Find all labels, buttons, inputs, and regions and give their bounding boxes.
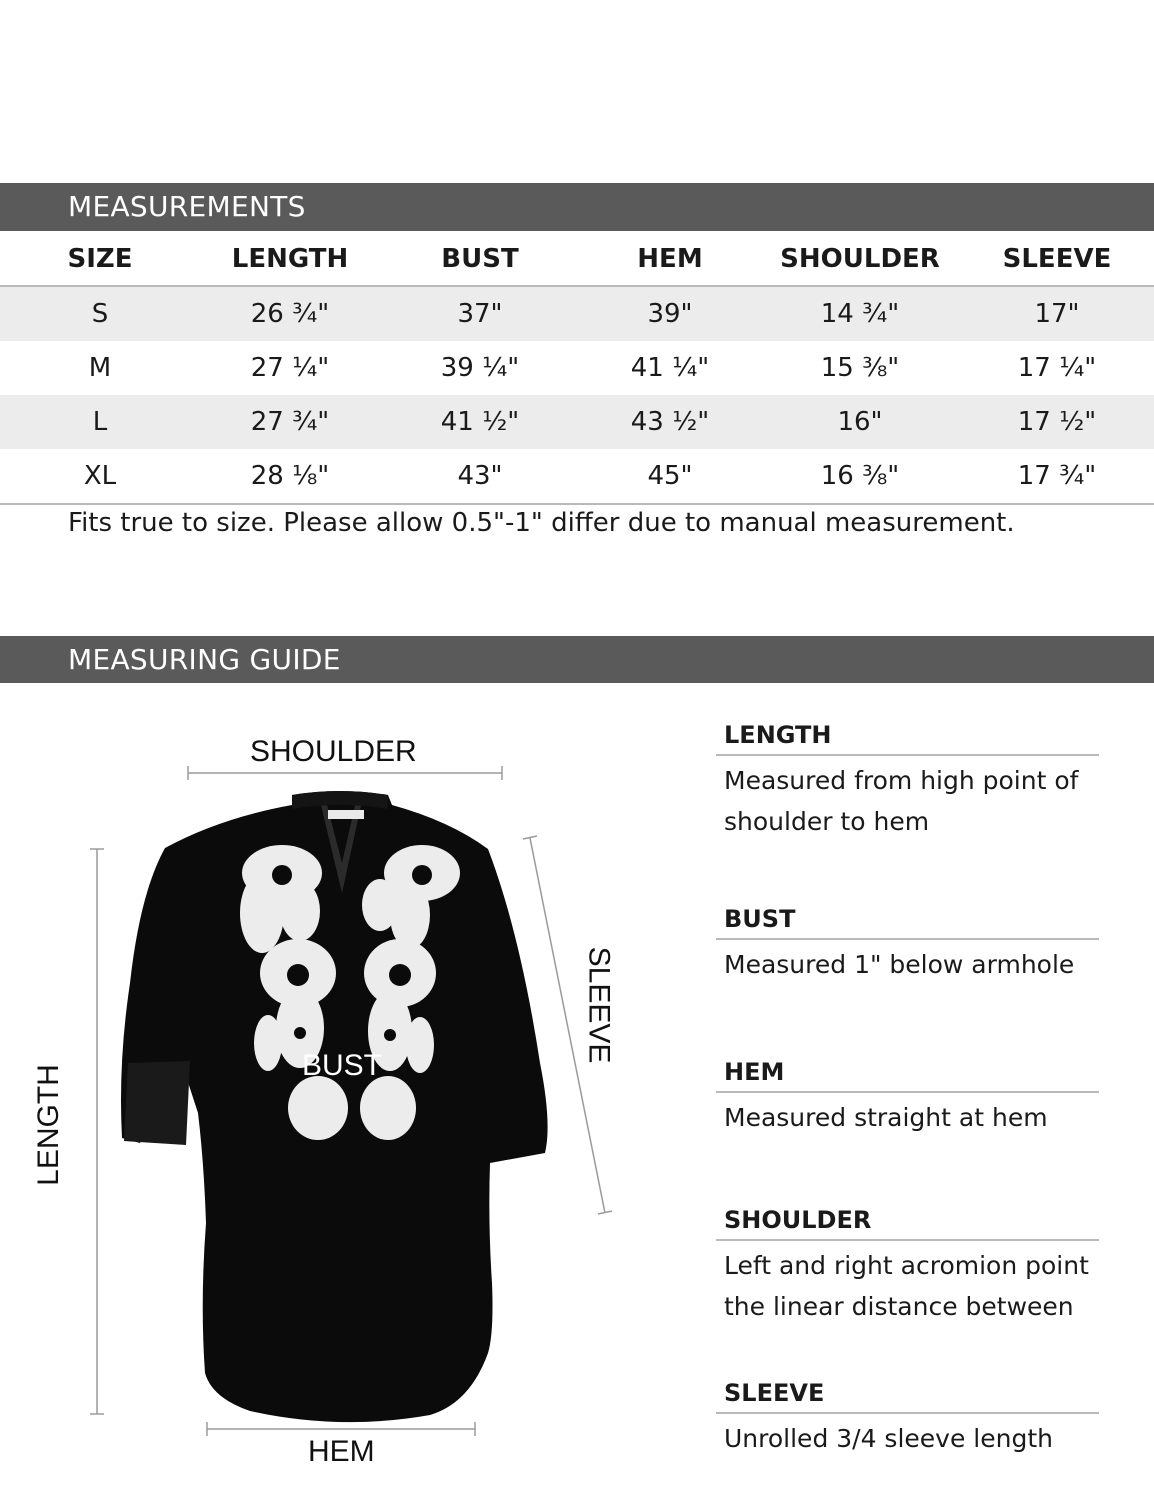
table-cell: 37": [380, 286, 580, 341]
table-cell: 41 ¼": [630, 353, 710, 383]
guide-item-length: [716, 716, 1099, 842]
guide-title-sleeve: SLEEVE: [716, 1374, 1099, 1414]
diagram-label-shoulder: SHOULDER: [250, 735, 417, 768]
table-header-row: [0, 232, 1154, 286]
guide-item-shoulder: [716, 1201, 1099, 1327]
table-cell: 17": [960, 286, 1154, 341]
measurements-header: MEASUREMENTS: [0, 183, 1154, 231]
column-header-shoulder: SHOULDER: [760, 232, 960, 286]
guide-desc-line: Measured 1" below armhole: [724, 950, 1075, 979]
table-row: [0, 286, 1154, 341]
column-header-bust: BUST: [380, 232, 580, 286]
table-cell: 27 ¾": [200, 395, 380, 449]
table-cell: 17 ¾": [960, 449, 1154, 504]
table-cell: 45": [580, 449, 760, 504]
table-cell: S: [0, 286, 200, 341]
guide-desc-length: [716, 760, 1099, 842]
guide-item-sleeve: [716, 1374, 1099, 1459]
hem-dimension-line: [207, 1422, 475, 1436]
table-cell: 17 ½": [960, 395, 1154, 449]
table-cell: 16 ⅜": [760, 449, 960, 504]
guide-desc-line: Measured from high point of: [724, 766, 1079, 795]
guide-desc-shoulder: [716, 1245, 1099, 1327]
diagram-label-length: LENGTH: [31, 1064, 65, 1186]
table-cell: 27 ¼": [250, 353, 330, 383]
size-chart-table: [0, 232, 1154, 505]
table-cell: 39 ¼": [440, 353, 520, 383]
table-row: [0, 449, 1154, 504]
table-cell: 41 ½": [380, 395, 580, 449]
table-cell: 43": [380, 449, 580, 504]
guide-desc-line: Unrolled 3/4 sleeve length: [724, 1424, 1053, 1453]
diagram-label-sleeve: SLEEVE: [582, 946, 616, 1064]
guide-desc-line: the linear distance between: [724, 1292, 1074, 1321]
guide-desc-line: Measured straight at hem: [724, 1103, 1048, 1132]
guide-desc-sleeve: [716, 1418, 1099, 1459]
diagram-label-bust: BUST: [302, 1049, 383, 1082]
column-header-sleeve: SLEEVE: [960, 232, 1154, 286]
table-cell: L: [0, 395, 200, 449]
guide-item-hem: [716, 1053, 1099, 1138]
garment-illustration: [0, 683, 690, 1500]
length-dimension-line: [90, 849, 104, 1414]
column-header-hem: HEM: [580, 232, 760, 286]
table-cell: 43 ½": [580, 395, 760, 449]
table-row: [0, 395, 1154, 449]
guide-desc-bust: [716, 944, 1099, 985]
diagram-label-hem: HEM: [308, 1435, 375, 1468]
table-cell: 14 ¾": [760, 286, 960, 341]
measuring-guide-header: MEASURING GUIDE: [0, 636, 1154, 683]
guide-desc-line: shoulder to hem: [724, 807, 930, 836]
garment-diagram: [0, 683, 690, 1500]
guide-title-bust: BUST: [716, 900, 1099, 940]
table-cell: 26 ¾": [200, 286, 380, 341]
table-row: [0, 341, 1154, 395]
guide-desc-line: Left and right acromion point: [724, 1251, 1089, 1280]
table-cell: 28 ⅛": [200, 449, 380, 504]
table-cell: M: [88, 353, 112, 383]
column-header-size: SIZE: [0, 232, 200, 286]
table-cell: 15 ⅜": [820, 353, 900, 383]
guide-item-bust: [716, 900, 1099, 985]
table-cell: 39": [580, 286, 760, 341]
guide-desc-hem: [716, 1097, 1099, 1138]
fit-note: Fits true to size. Please allow 0.5"-1" differ due to manual measurement.: [68, 508, 1015, 538]
column-header-length: LENGTH: [200, 232, 380, 286]
table-cell: 16": [760, 395, 960, 449]
guide-title-hem: HEM: [716, 1053, 1099, 1093]
guide-title-length: LENGTH: [716, 716, 1099, 756]
table-cell: XL: [0, 449, 200, 504]
table-cell: 17 ¼": [1017, 353, 1097, 383]
guide-title-shoulder: SHOULDER: [716, 1201, 1099, 1241]
